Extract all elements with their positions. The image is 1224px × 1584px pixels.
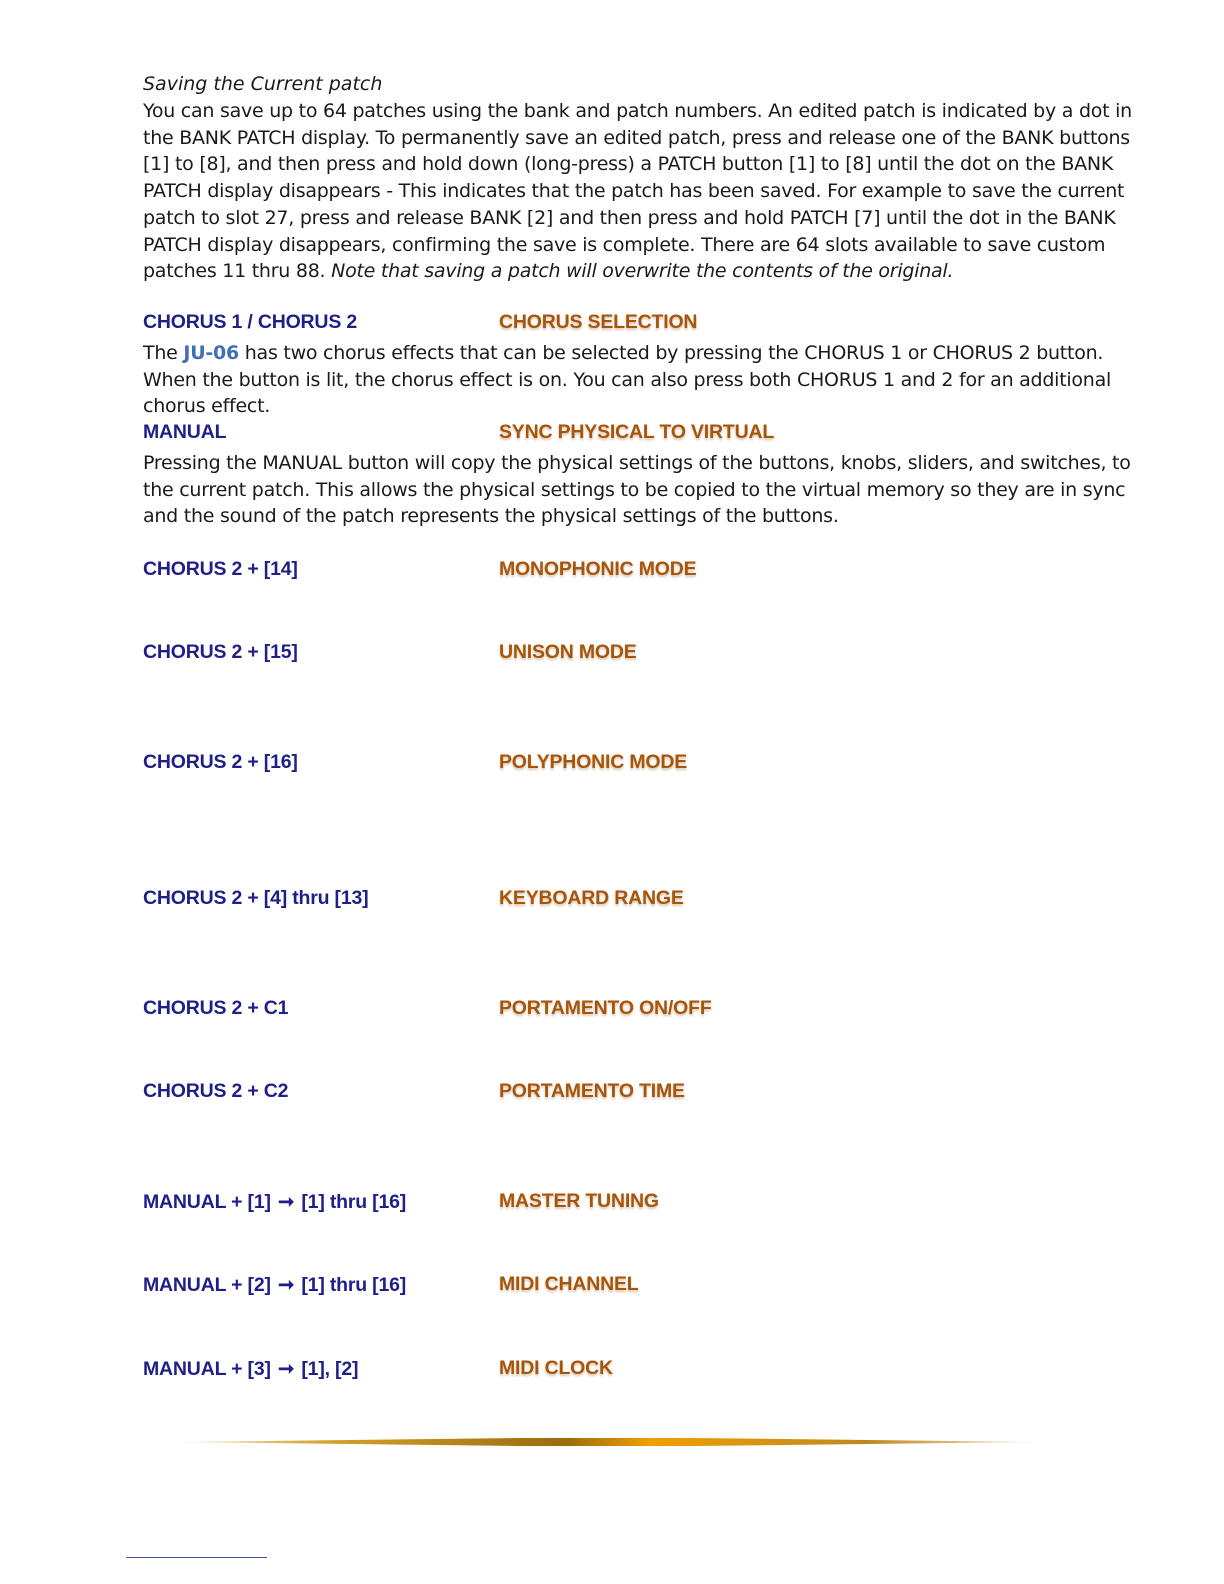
- manual-heading-row: [143, 421, 1143, 451]
- command-keys: [143, 1273, 406, 1297]
- command-keys: [143, 1190, 406, 1214]
- manual-paragraph: [143, 450, 1143, 530]
- command-keys: CHORUS 2 + [14]: [143, 558, 298, 580]
- saving-text: You can save up to 64 patches using the bank and patch numbers. An edited patch is indicated by a dot in the BANK PATCH display. To permanently save an edited patch, press and release one of the BANK buttons [1] to [8], and then press and hold down (long-press) a PATCH button [1] to [8] until the dot on the BANK PATCH display disappears - This indicates that the patch has been saved. For example to save the current patch to slot 27, press and release BANK [2] and then press and hold PATCH [7] until the dot in the BANK PATCH display disappears, confirming the save is complete. There are 64 slots available to save custom patches 11 thru 88.: [143, 100, 1132, 283]
- chorus-heading-row: [143, 311, 1143, 341]
- decorative-divider: [175, 1438, 1041, 1446]
- chorus-text-rest: has two chorus effects that can be selected by pressing the CHORUS 1 or CHORUS 2 button. When the button is lit, the chorus effect is on. You can also press both CHORUS 1 and 2 for an additional chorus effect.: [143, 342, 1112, 418]
- command-keys-first: MANUAL + [3]: [143, 1358, 271, 1380]
- command-keys-first: MANUAL + [1]: [143, 1191, 271, 1213]
- command-function: MIDI CLOCK: [499, 1357, 613, 1379]
- command-row: [143, 751, 1143, 781]
- manual-command-row: [143, 1357, 1143, 1387]
- manual-command: MANUAL: [143, 421, 227, 443]
- command-keys: CHORUS 2 + [16]: [143, 751, 298, 773]
- command-function: PORTAMENTO ON/OFF: [499, 997, 712, 1019]
- right-arrow-icon: ➞: [278, 1358, 295, 1380]
- chorus-paragraph: [143, 340, 1143, 420]
- saving-note: Note that saving a patch will overwrite the contents of the original.: [331, 260, 954, 283]
- command-function: MASTER TUNING: [499, 1190, 659, 1212]
- manual-text: Pressing the MANUAL button will copy the physical settings of the buttons, knobs, sliders, and switches, to the current patch. This allows the physical settings to be copied to the virtual memory so they are in sync and the sound of the patch represents the physical settings of the buttons.: [143, 452, 1131, 528]
- saving-paragraph: [143, 98, 1143, 285]
- command-keys-first: MANUAL + [2]: [143, 1274, 271, 1296]
- manual-command-row: [143, 1273, 1143, 1303]
- right-arrow-icon: ➞: [278, 1191, 295, 1213]
- command-function: MONOPHONIC MODE: [499, 558, 697, 580]
- saving-heading: Saving the Current patch: [143, 73, 383, 95]
- manual-command-row: [143, 1190, 1143, 1220]
- product-name: JU-06: [183, 342, 239, 364]
- footnote-separator: [126, 1557, 267, 1558]
- command-row: [143, 1080, 1143, 1110]
- command-row: [143, 558, 1143, 588]
- command-keys: CHORUS 2 + [15]: [143, 641, 298, 663]
- chorus-command: CHORUS 1 / CHORUS 2: [143, 311, 357, 333]
- manual-function: SYNC PHYSICAL TO VIRTUAL: [499, 421, 775, 443]
- command-keys: [143, 1357, 358, 1381]
- command-row: [143, 887, 1143, 917]
- command-function: MIDI CHANNEL: [499, 1273, 639, 1295]
- command-keys: CHORUS 2 + [4] thru [13]: [143, 887, 369, 909]
- command-keys-second: [1], [2]: [301, 1358, 359, 1380]
- chorus-text-prefix: The: [143, 342, 184, 364]
- command-row: [143, 997, 1143, 1027]
- command-row: [143, 641, 1143, 671]
- command-function: UNISON MODE: [499, 641, 637, 663]
- chorus-function: CHORUS SELECTION: [499, 311, 698, 333]
- command-function: POLYPHONIC MODE: [499, 751, 688, 773]
- command-keys-second: [1] thru [16]: [301, 1274, 407, 1296]
- command-function: KEYBOARD RANGE: [499, 887, 684, 909]
- command-keys: CHORUS 2 + C2: [143, 1080, 289, 1102]
- command-function: PORTAMENTO TIME: [499, 1080, 685, 1102]
- command-keys: CHORUS 2 + C1: [143, 997, 289, 1019]
- saving-section: [143, 71, 1143, 285]
- command-keys-second: [1] thru [16]: [301, 1191, 407, 1213]
- right-arrow-icon: ➞: [278, 1274, 295, 1296]
